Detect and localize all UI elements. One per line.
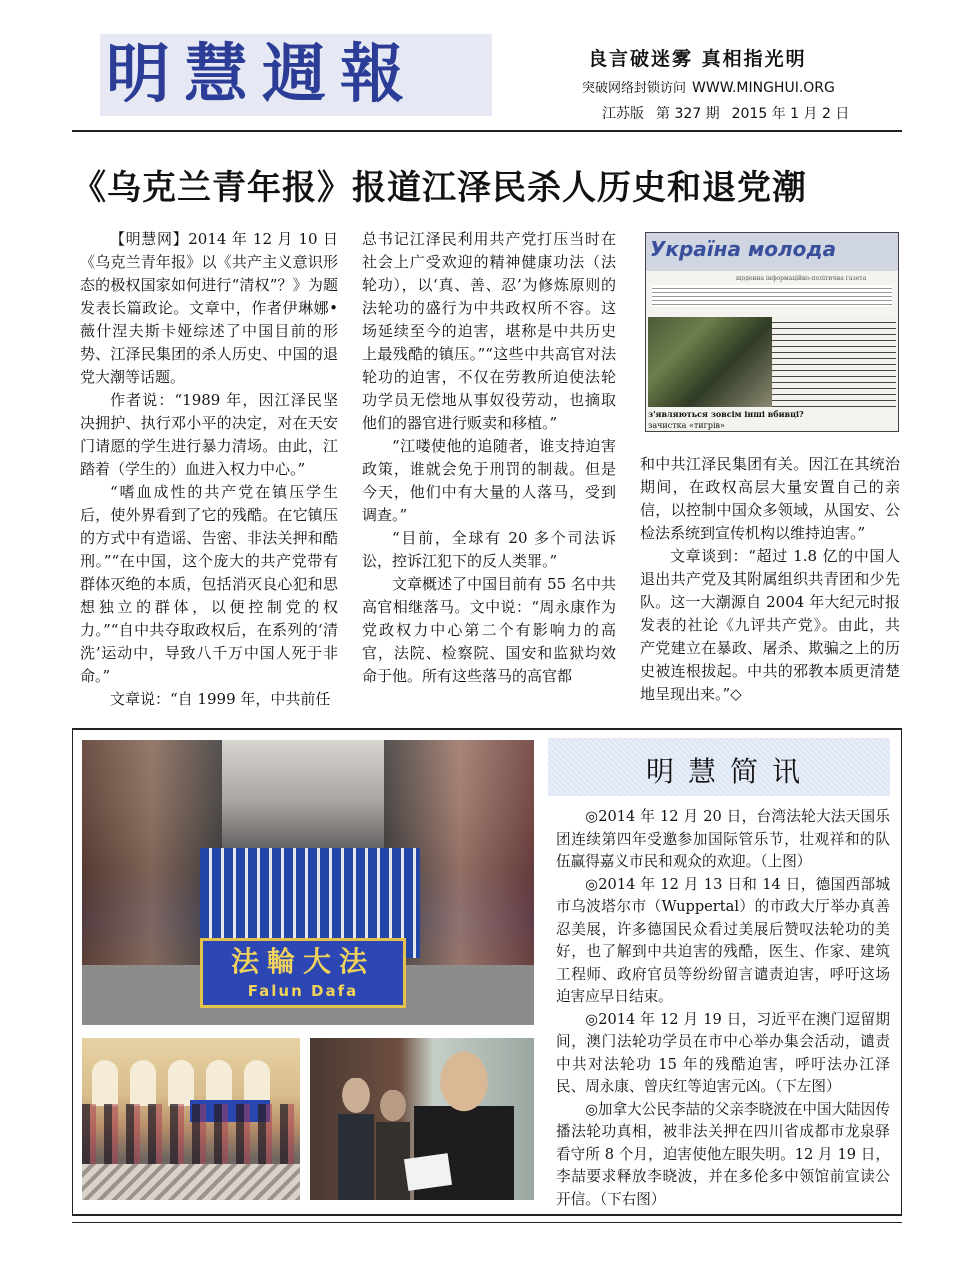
- paragraph: “目前，全球有 20 多个司法诉讼，控诉江犯下的反人类罪。”: [362, 529, 616, 570]
- newspaper-masthead-text: Україна молода: [650, 237, 837, 261]
- newspaper-caption: зачистка «тигрів»: [648, 421, 725, 430]
- issue-number: 第 327 期: [656, 106, 720, 122]
- edition-line: [602, 103, 861, 123]
- building-arch: [92, 1060, 118, 1106]
- access-line: [582, 77, 835, 96]
- masthead-title: 明慧週報: [106, 38, 418, 112]
- box-border: [901, 730, 902, 1214]
- plaza-pavement: [82, 1164, 300, 1200]
- access-text: 突破网络封锁访问: [582, 81, 687, 96]
- masthead-divider: [72, 130, 902, 132]
- paragraph: 【明慧网】2014 年 12 月 10 日《乌克兰青年报》以《共产主义意识形态的极权国家如何进行“清权”？》为题发表长篇政论。文章中，作者伊琳娜•薇什涅夫斯卡娅综述了中国目前的形势、江泽民集团的杀人历史、中国的退党大潮等话题。: [80, 230, 338, 386]
- banner-chinese-text: 法輪大法: [230, 945, 375, 978]
- toronto-consulate-photo: [310, 1038, 534, 1200]
- parade-photo: [82, 740, 534, 1025]
- brief-header: [548, 738, 890, 796]
- brief-item: ◎2014 年 12 月 19 日，习近平在澳门逗留期间，澳门法轮功学员在市中心举办集会活动，谴责中共对法轮功 15 年的残酷迫害，呼吁法办江泽民、周永康、曾庆红等迫害元凶。（下左图）: [556, 1010, 890, 1095]
- newspaper-soldiers-photo: [648, 317, 772, 407]
- paragraph: “嗜血成性的共产党在镇压学生后，使外界看到了它的残酷。在它镇压的方式中有造谣、告密、非法关押和酷刑。”“在中国，这个庞大的共产党带有群体灭绝的本质，包括消灭良心犯和思想独立的群体，以便控制党的权力。”“自中共夺取政权后，在系列的‘清洗’运动中，导致八千万中国人死于非命。”: [80, 483, 338, 685]
- brief-title: 明慧简讯: [646, 755, 815, 788]
- brief-item: ◎2014 年 12 月 20 日，台湾法轮大法天国乐团连续第四年受邀参加国际管乐节，壮观祥和的队伍赢得嘉义市民和观众的欢迎。（上图）: [556, 808, 890, 870]
- paragraph: “江喽使他的追随者，谁支持迫害政策，谁就会免于刑罚的制裁。但是今天，他们中有大量的人落马，受到调查。”: [362, 437, 616, 524]
- masthead-slogan: 良言破迷雾 真相指光明: [588, 48, 807, 70]
- article-column-1: [80, 228, 338, 711]
- article-column-3: [640, 453, 900, 706]
- paragraph: 和中共江泽民集团有关。因江在其统治期间，在政权高层大量安置自己的亲信，以控制中国众多领域，从国安、公检法系统到宣传机构以维持迫害。”: [640, 455, 900, 542]
- rally-crowd: [82, 1104, 300, 1164]
- background-person: [376, 1090, 410, 1200]
- paragraph: 文章谈到：“超过 1.8 亿的中国人退出共产党及其附属组织共青团和少先队。这一大潮源自 2004 年大纪元时报发表的社论《九评共产党》。由此，共产党建立在暴政、屠杀、欺骗之上的历史被连根拔起。中共的邪教本质更清楚地呈现出来。”◇: [640, 547, 900, 703]
- background-person: [338, 1078, 374, 1200]
- brief-list: [556, 806, 890, 1211]
- brief-item: ◎加拿大公民李喆的父亲李晓波在中国大陆因传播法轮功真相，被非法关押在四川省成都市龙泉驿看守所 8 个月，迫害使他左眼失明。12 月 19 日，李喆要求释放李晓波，并在多伦多中领馆前宣读公开信。（下右图）: [556, 1100, 890, 1208]
- building-arch: [130, 1060, 156, 1106]
- brief-item: ◎2014 年 12 月 13 日和 14 日，德国西部城市乌波塔尔市（Wuppertal）的市政大厅举办真善忍美展，许多德国民众看过美展后赞叹法轮功的美好，也了解到中共迫害的残酷，医生、作家、建筑工程师、政府官员等纷纷留言谴责迫害，呼吁这场迫害应早日结束。: [556, 875, 890, 1005]
- site-url-link[interactable]: WWW.MINGHUI.ORG: [692, 80, 835, 96]
- newspaper-subtitle: щоденна інформаційно-політична газета: [736, 275, 867, 282]
- newspaper-caption: з'являються зовсім інші вбивці?: [648, 409, 804, 419]
- box-border: [72, 730, 73, 1214]
- paragraph: 总书记江泽民利用共产党打压当时在社会上广受欢迎的精神健康功法（法轮功），以‘真、善、忍’为修炼原则的法轮功的盛行为中共政权所不容。这场延续至今的迫害，堪称是中共历史上最残酷的镇压。”“这些中共高官对法轮功的迫害，不仅在劳教所迫使法轮功学员无偿地从事奴役劳动，也摘取他们的器官进行贩卖和移植。”: [362, 230, 616, 432]
- newspaper-text-lines: [652, 285, 892, 307]
- paragraph: 文章概述了中国目前有 55 名中共高官相继落马。文中说：“周永康作为党政权力中心第二个有影响力的高官，法院、检察院、国安和监狱均效命于他。所有这些落马的高官都: [362, 575, 616, 685]
- masthead-logo: [100, 34, 492, 116]
- open-letter-paper: [404, 1153, 452, 1191]
- banner-english-text: Falun Dafa: [247, 982, 359, 1000]
- article-headline: 《乌克兰青年报》报道江泽民杀人历史和退党潮: [72, 168, 807, 208]
- ukrainian-newspaper-photo: [645, 232, 899, 432]
- macau-rally-photo: [82, 1038, 300, 1200]
- footer-divider: [72, 1222, 902, 1223]
- edition-name: 江苏版: [602, 106, 644, 122]
- newspaper-masthead: [646, 233, 898, 271]
- article-column-2: [362, 228, 616, 688]
- newspaper-text-block: [772, 317, 896, 407]
- falun-dafa-banner: [200, 938, 406, 1008]
- paragraph: 文章说：“自 1999 年，中共前任: [110, 690, 331, 708]
- paragraph: 作者说：“1989 年，因江泽民坚决拥护、执行邓小平的决定，对在天安门请愿的学生进行暴力清场。由此，江踏着（学生的）血进入权力中心。”: [80, 391, 338, 478]
- issue-date: 2015 年 1 月 2 日: [731, 106, 850, 122]
